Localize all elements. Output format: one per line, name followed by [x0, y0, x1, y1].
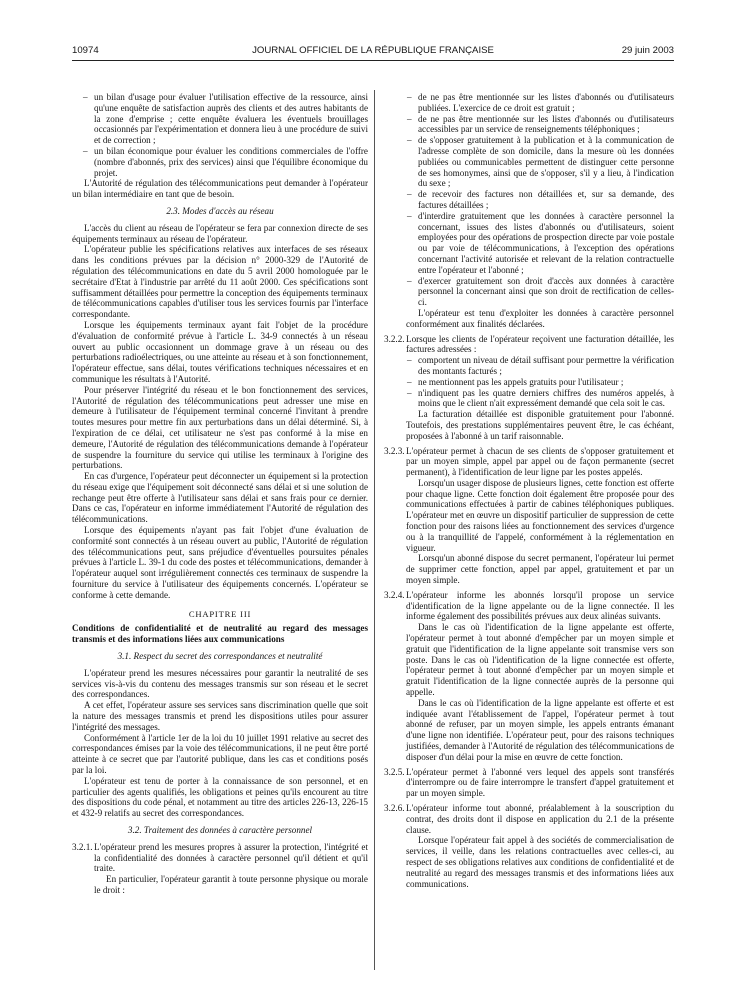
section-heading-3-1: 3.1. Respect du secret des correspondances et neutralité — [117, 651, 323, 662]
paragraph: Dans le cas où l'identification de la ligne appelante est offerte et est indiquée avant l'établissement de l'appel, l'opérateur permet à tout abonné de refuser, par un moyen simple, les appels entrants émanant d'une ligne non identifiée. L'opérateur peut, pour des raisons techniques justifiées, demander à l'Autorité de régulation des télécommunications de disposer d'un délai pour la mise en œuvre de cette fonction. — [406, 697, 674, 762]
paragraph: Lorsque l'opérateur fait appel à des sociétés de commercialisation de services, il veille, dans les relations contractuelles avec celles-ci, au respect de ses obligations relatives aux conditions de confidentialité et de neutralité au regard des messages transmis et des informations liées aux communications. — [406, 835, 674, 889]
subsection-3-2-1: 3.2.1.L'opérateur prend les mesures propres à assurer la protection, l'intégrité et la confidentialité des données à caractère personnel qu'il détient et qu'il traite. — [72, 841, 368, 874]
list-item: – un bilan économique pour évaluer les conditions commerciales de l'offre (nombre d'abonnés, prix des services) ainsi que l'équilibre économique du projet. — [83, 145, 368, 178]
paragraph: Dans le cas où l'identification de la ligne appelante est offerte, l'opérateur permet à tout abonné d'empêcher par un moyen simple et gratuit que l'identification de la ligne appelante soit transmise vers son poste. Dans le cas où l'identification de la ligne connectée est offerte, l'opérateur permet à tout abonné d'empêcher par un moyen simple et gratuit l'identification de la ligne connectée auprès de la personne qui appelle. — [406, 622, 674, 698]
section-heading-2-3: 2.3. Modes d'accès au réseau — [166, 205, 274, 216]
paragraph: Pour préserver l'intégrité du réseau et le bon fonctionnement des services, l'Autorité de régulation des télécommunications peut adresser une mise en demeure à l'utilisateur de l'équipement terminal concerné l'invitant à prendre toutes mesures pour mettre fin aux perturbations dans un délai déterminé. Si, à l'expiration de ce délai, cet utilisateur ne s'est pas conformé à la mise en demeure, l'Autorité de régulation des télécommunications demande à l'opérateur de suspendre la fourniture du service qui utilise les terminaux à l'origine des perturbations. — [72, 384, 368, 471]
issue-date: 29 juin 2003 — [621, 45, 674, 56]
page-number: 10974 — [72, 45, 99, 56]
subsection-3-2-5: 3.2.5.L'opérateur permet à l'abonné vers lequel des appels sont transférés d'interrompre ou de faire interrompre le transfert d'appel gratuitement et par un moyen simple. — [384, 766, 674, 799]
paragraph: A cet effet, l'opérateur assure ses services sans discrimination quelle que soit la nature des messages transmis et prend les dispositions utiles pour assurer l'intégrité des messages. — [72, 700, 368, 732]
paragraph: L'Autorité de régulation des télécommunications peut demander à l'opérateur un bilan intermédiaire en tant que de besoin. — [72, 178, 368, 200]
column-divider — [374, 90, 375, 970]
paragraph: L'opérateur est tenu de porter à la connaissance de son personnel, et en particulier des agents qualifiés, les obligations et peines qu'ils encourent au titre des dispositions du code pénal, et notamment au titre des articles 226-13, 226-15 et 432-9 relatifs au secret des correspondances. — [72, 775, 368, 819]
list-item: – de s'opposer gratuitement à la publication et à la communication de l'adresse complète de son domicile, dans la mesure où les données publiées ou communicables permettent de distinguer cette personne de ses homonymes, ainsi que de s'opposer, s'il y a lieu, à l'indication du sexe ; — [407, 135, 674, 189]
chapter-label: CHAPITRE III — [188, 608, 252, 619]
left-column — [72, 92, 368, 896]
subsection-3-2-3: 3.2.3.L'opérateur permet à chacun de ses clients de s'opposer gratuitement et par un moyen simple, appel par appel ou de façon permanente (secret permanent), à l'identification de leur ligne par les postes appelés. — [384, 445, 674, 478]
list-item: – d'exercer gratuitement son droit d'accès aux données à caractère personnel la concernant ainsi que son droit de rectification de celles-ci. — [407, 275, 674, 308]
right-column — [384, 92, 674, 889]
list-item: – de ne pas être mentionnée sur les listes d'abonnés ou d'utilisateurs publiées. L'exercice de ce droit est gratuit ; — [407, 92, 674, 113]
paragraph: L'opérateur publie les spécifications relatives aux interfaces de ses réseaux dans les conditions prévues par la décision n° 2000-329 de l'Autorité de régulation des télécommunications en date du 5 avril 2000 homologuée par le secrétaire d'Etat à l'industrie par arrêté du 11 août 2000. Ces spécifications sont suffisamment détaillées pour permettre la conception des équipements terminaux de télécommunications capables d'utiliser tous les services fournis par l'interface correspondante. — [72, 244, 368, 320]
journal-title: JOURNAL OFFICIEL DE LA RÉPUBLIQUE FRANÇAISE — [252, 45, 494, 56]
section-heading-3-2: 3.2. Traitement des données à caractère personnel — [127, 825, 313, 835]
paragraph: Lorsqu'un usager dispose de plusieurs lignes, cette fonction est offerte pour chaque ligne. Cette fonction doit également être proposée pour des communications effectuées à partir de cabines téléphoniques publiques. L'opérateur met en œuvre un dispositif particulier de suppression de cette fonction pour des raisons liées au fonctionnement des services d'urgence ou à la tranquillité de l'appelé, conformément à la réglementation en vigueur. — [406, 477, 674, 553]
page-header — [72, 45, 674, 59]
list-item: – ne mentionnent pas les appels gratuits pour l'utilisateur ; — [407, 376, 624, 387]
list-item: – d'interdire gratuitement que les données à caractère personnel la concernant, issues des listes d'abonnés ou d'utilisateurs, soient employées pour des opérations de prospection directe par voie postale ou par voie de télécommunications, à l'exception des opérations concernant l'activité autorisée et relevant de la relation contractuelle entre l'opérateur et l'abonné ; — [407, 210, 674, 275]
subsection-3-2-2: 3.2.2.Lorsque les clients de l'opérateur reçoivent une facturation détaillée, les factures adressées : — [384, 333, 674, 355]
list-item: – de ne pas être mentionnée sur les listes d'abonnés ou d'utilisateurs accessibles par un service de renseignements téléphoniques ; — [407, 113, 674, 135]
list-item: – comportent un niveau de détail suffisant pour permettre la vérification des montants facturés ; — [407, 355, 675, 376]
header-rule — [72, 60, 674, 61]
paragraph: Conformément à l'article 1er de la loi du 10 juillet 1991 relative au secret des correspondances émises par la voie des télécommunications, il ne peut être porté atteinte à ce secret que par l'autorité publique, dans les cas et conditions posés par la loi. — [72, 732, 368, 776]
subsection-3-2-6: 3.2.6.L'opérateur informe tout abonné, préalablement à la souscription du contrat, des droits dont il dispose en application du 2.1 de la présente clause. — [384, 803, 674, 835]
paragraph: L'opérateur est tenu d'exploiter les données à caractère personnel conformément aux finalités déclarées. — [406, 307, 674, 329]
chapter-title: Conditions de confidentialité et de neutralité au regard des messages transmis et des informations liées aux communications — [72, 623, 368, 645]
paragraph: En cas d'urgence, l'opérateur peut déconnecter un équipement si la protection du réseau exige que l'équipement soit déconnecté sans délai et si une solution de rechange peut être offerte à l'utilisateur sans délai et sans frais pour ce dernier. Dans ce cas, l'opérateur en informe immédiatement l'Autorité de régulation des télécommunications. — [72, 471, 368, 525]
list-item: – un bilan d'usage pour évaluer l'utilisation effective de la ressource, ainsi qu'une enquête de satisfaction auprès des clients et des autres habitants de la zone d'emprise ; cette enquête évaluera les éventuels brouillages occasionnés par l'expérimentation et donnera lieu à une procédure de suivi et de correction ; — [83, 92, 368, 146]
paragraph: Lorsque les équipements terminaux ayant fait l'objet de la procédure d'évaluation de conformité prévue à l'article L. 34-9 connectés à un réseau ouvert au public occasionnent un dommage grave à un réseau ou des perturbations radioélectriques, ou une atteinte au réseau et à son fonctionnement, l'opérateur effectue, sans délai, toutes vérifications techniques nécessaires et en communique les résultats à l'Autorité. — [72, 319, 368, 384]
list-item: – n'indiquent pas les quatre derniers chiffres des numéros appelés, à moins que le client n'ait expressément demandé que cela soit le cas. — [407, 387, 674, 409]
paragraph: En particulier, l'opérateur garantit à toute personne physique ou morale le droit : — [94, 874, 368, 895]
list-item: – de recevoir des factures non détaillées et, sur sa demande, des factures détaillées ; — [407, 189, 674, 210]
subsection-3-2-4: 3.2.4.L'opérateur informe les abonnés lorsqu'il propose un service d'identification de la ligne appelante ou de la ligne connectée. Il les informe également des possibilités prévues aux deux alinéas suivants. — [384, 589, 674, 622]
paragraph: L'opérateur prend les mesures nécessaires pour garantir la neutralité de ses services vis-à-vis du contenu des messages transmis sur son réseau et le secret des correspondances. — [72, 667, 368, 700]
paragraph: Lorsqu'un abonné dispose du secret permanent, l'opérateur lui permet de supprimer cette fonction, appel par appel, gratuitement et par un moyen simple. — [406, 553, 674, 586]
paragraph: L'accès du client au réseau de l'opérateur se fera par connexion directe de ses équipements terminaux au réseau de l'opérateur. — [72, 222, 368, 244]
paragraph: Lorsque des équipements n'ayant pas fait l'objet d'une évaluation de conformité sont connectés à un réseau ouvert au public, l'Autorité de régulation des télécommunications peut, sans préjudice d'éventuelles poursuites pénales prévues à l'article L. 39-1 du code des postes et télécommunications, demander à l'opérateur auquel sont irrégulièrement connectés ces terminaux de suspendre la fourniture du service à l'utilisateur des équipements concernés. L'opérateur se conforme à cette demande. — [72, 525, 368, 600]
paragraph: La facturation détaillée est disponible gratuitement pour l'abonné. Toutefois, des prestations supplémentaires peuvent être, le cas échéant, proposées à l'abonné à un tarif raisonnable. — [406, 409, 674, 441]
